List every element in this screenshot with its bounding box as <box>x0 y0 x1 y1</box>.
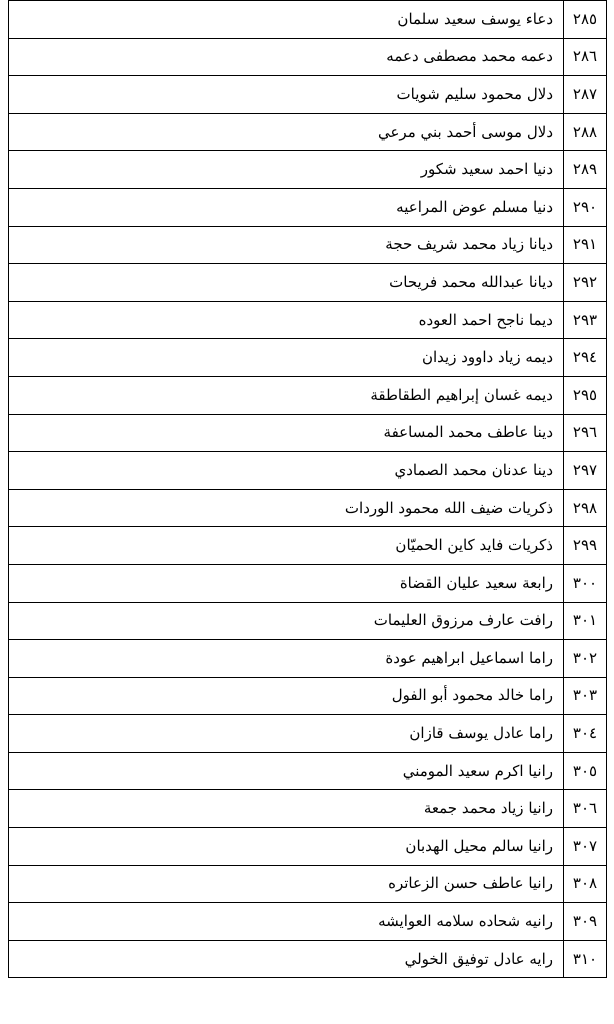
row-number: ٣٠٣ <box>564 677 607 715</box>
row-name: دنيا احمد سعيد شكور <box>9 151 564 189</box>
table-row <box>9 226 607 264</box>
row-number: ٢٩١ <box>564 226 607 264</box>
row-name: دعمه محمد مصطفى دعمه <box>9 38 564 76</box>
table-row <box>9 414 607 452</box>
row-number: ٣٠٨ <box>564 865 607 903</box>
row-number: ٢٩٢ <box>564 264 607 302</box>
row-name: ديانا زياد محمد شريف حجة <box>9 226 564 264</box>
row-name: رايه عادل توفيق الخولي <box>9 940 564 978</box>
row-number: ٢٩٨ <box>564 489 607 527</box>
table-row <box>9 828 607 866</box>
table-row <box>9 188 607 226</box>
row-name: ذكريات فايد كاين الحميّان <box>9 527 564 565</box>
row-name: ديما ناجح احمد العوده <box>9 301 564 339</box>
row-name: رانيه شحاده سلامه العوايشه <box>9 903 564 941</box>
row-number: ٢٩٥ <box>564 376 607 414</box>
table-row <box>9 264 607 302</box>
row-number: ٢٨٧ <box>564 76 607 114</box>
table-row <box>9 339 607 377</box>
table-row <box>9 865 607 903</box>
table-row <box>9 715 607 753</box>
row-name: رانيا عاطف حسن الزعاتره <box>9 865 564 903</box>
row-number: ٣٠٩ <box>564 903 607 941</box>
row-name: رافت عارف مرزوق العليمات <box>9 602 564 640</box>
table-row <box>9 489 607 527</box>
row-name: دنيا مسلم عوض المراعيه <box>9 188 564 226</box>
names-list-sheet <box>8 0 607 978</box>
table-row <box>9 903 607 941</box>
row-number: ٢٩٩ <box>564 527 607 565</box>
row-number: ٣٠٥ <box>564 752 607 790</box>
row-number: ٣٠٦ <box>564 790 607 828</box>
row-name: راما عادل يوسف قازان <box>9 715 564 753</box>
table-row <box>9 790 607 828</box>
table-row <box>9 564 607 602</box>
table-row <box>9 677 607 715</box>
row-number: ٣٠٠ <box>564 564 607 602</box>
table-row <box>9 940 607 978</box>
row-number: ٢٩٧ <box>564 452 607 490</box>
row-name: راما خالد محمود أبو الفول <box>9 677 564 715</box>
row-name: رانيا زياد محمد جمعة <box>9 790 564 828</box>
table-row <box>9 376 607 414</box>
row-number: ٢٨٥ <box>564 1 607 39</box>
row-name: رانيا اكرم سعيد المومني <box>9 752 564 790</box>
row-number: ٣٠٢ <box>564 640 607 678</box>
row-number: ٣٠١ <box>564 602 607 640</box>
table-row <box>9 38 607 76</box>
table-row <box>9 452 607 490</box>
table-row <box>9 151 607 189</box>
table-row <box>9 752 607 790</box>
table-row <box>9 301 607 339</box>
row-number: ٢٩٤ <box>564 339 607 377</box>
table-row <box>9 76 607 114</box>
names-table-body <box>9 1 607 978</box>
table-row <box>9 640 607 678</box>
row-number: ٣١٠ <box>564 940 607 978</box>
row-number: ٢٩٦ <box>564 414 607 452</box>
row-name: دلال محمود سليم شويات <box>9 76 564 114</box>
table-row <box>9 602 607 640</box>
row-name: دينا عدنان محمد الصمادي <box>9 452 564 490</box>
table-row <box>9 1 607 39</box>
row-name: ذكريات ضيف الله محمود الوردات <box>9 489 564 527</box>
row-name: رانيا سالم محيل الهدبان <box>9 828 564 866</box>
row-name: ديمه غسان إبراهيم الطقاطقة <box>9 376 564 414</box>
row-number: ٣٠٧ <box>564 828 607 866</box>
row-name: ديانا عبدالله محمد فريحات <box>9 264 564 302</box>
row-name: ديمه زياد داوود زيدان <box>9 339 564 377</box>
row-number: ٢٩٠ <box>564 188 607 226</box>
names-table <box>8 0 607 978</box>
row-name: دلال موسى أحمد بني مرعي <box>9 113 564 151</box>
row-number: ٢٨٨ <box>564 113 607 151</box>
row-number: ٢٨٩ <box>564 151 607 189</box>
row-name: دعاء يوسف سعيد سلمان <box>9 1 564 39</box>
table-row <box>9 113 607 151</box>
row-number: ٣٠٤ <box>564 715 607 753</box>
row-name: دينا عاطف محمد المساعفة <box>9 414 564 452</box>
row-number: ٢٩٣ <box>564 301 607 339</box>
row-name: راما اسماعيل ابراهيم عودة <box>9 640 564 678</box>
row-name: رابعة سعيد عليان القضاة <box>9 564 564 602</box>
table-row <box>9 527 607 565</box>
row-number: ٢٨٦ <box>564 38 607 76</box>
